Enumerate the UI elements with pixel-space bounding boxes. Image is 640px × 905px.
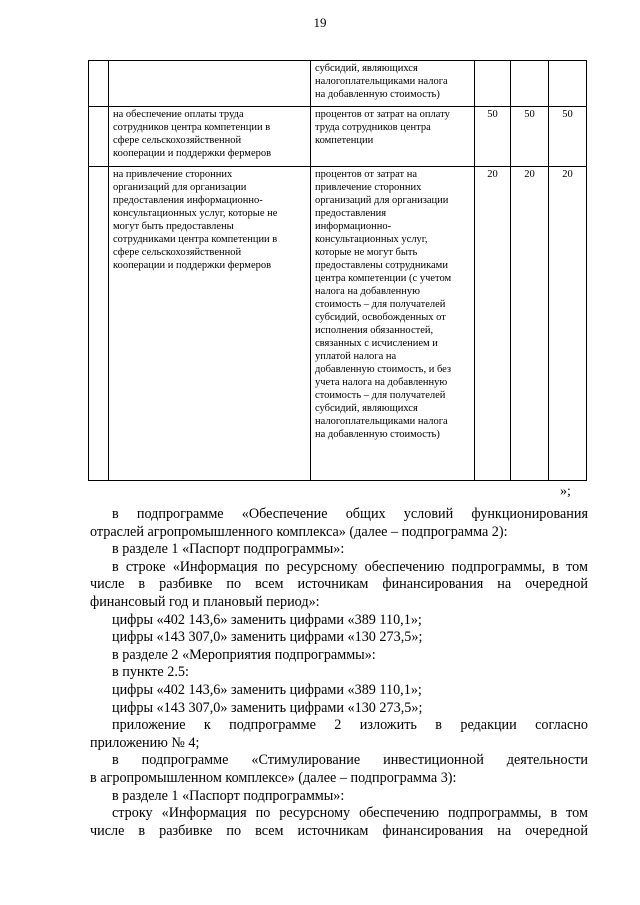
closing-quote: »;: [560, 484, 571, 499]
table-cell-index: [89, 167, 109, 481]
body-line: цифры «402 143,6» заменить цифрами «389 110,1»;: [112, 681, 422, 698]
table-row: [89, 61, 587, 107]
document-body: [90, 506, 588, 840]
body-line: приложению № 4;: [90, 734, 200, 751]
table-cell-value: [475, 61, 511, 107]
body-line: в разделе 1 «Паспорт подпрограммы»:: [112, 541, 345, 558]
body-line: в разделе 2 «Мероприятия подпрограммы»:: [112, 646, 376, 663]
table-cell-purpose: на привлечение сторонних организаций для организации предоставления информационно- консультационных услуг, которые не могут быть предоставлены сотрудниками центра компетенции в сфере сельскохозяйственной кооперации и поддержки фермеров: [109, 167, 311, 481]
table-cell-rate-description: процентов от затрат на оплату труда сотрудников центра компетенции: [311, 107, 475, 167]
table-cell-value: 20: [475, 167, 511, 481]
table-row: [89, 107, 587, 167]
table-cell-value: 50: [475, 107, 511, 167]
table-cell-value: 50: [549, 107, 587, 167]
body-line: в строке «Информация по ресурсному обеспечению подпрограммы, в том: [112, 558, 588, 575]
table-row: [89, 167, 587, 481]
subsidy-table: [88, 60, 587, 481]
table-cell-rate-description: процентов от затрат на привлечение сторонних организаций для организации предоставления информационно- консультационных услуг, которые не могут быть предоставлены сотрудниками центра компетенции (с учетом налога на добавленную стоимость – для получателей субсидий, освобожденных от исполнения обязанностей, связанных с исчислением и уплатой налога на добавленную стоимость, и без учета налога на добавленную стоимость – для получателей субсидий, являющихся налогоплательщиками налога на добавленную стоимость): [311, 167, 475, 481]
table-cell-rate-description: субсидий, являющихся налогоплательщиками налога на добавленную стоимость): [311, 61, 475, 107]
body-line: числе в разбивке по всем источникам финансирования на очередной: [90, 576, 588, 593]
body-line: строку «Информация по ресурсному обеспечению подпрограммы, в том: [112, 805, 588, 822]
body-line: цифры «402 143,6» заменить цифрами «389 110,1»;: [112, 611, 422, 628]
body-line: цифры «143 307,0» заменить цифрами «130 273,5»;: [112, 629, 423, 646]
body-line: отраслей агропромышленного комплекса» (далее – подпрограмма 2):: [90, 523, 508, 540]
body-line: в агропромышленном комплексе» (далее – подпрограмма 3):: [90, 769, 457, 786]
body-line: в подпрограмме «Обеспечение общих условий функционирования: [112, 506, 588, 522]
table-cell-value: [511, 61, 549, 107]
body-line: финансовый год и плановый период»:: [90, 593, 320, 610]
table-cell-value: 20: [549, 167, 587, 481]
page-number: 19: [313, 15, 327, 30]
table-cell-value: 20: [511, 167, 549, 481]
table-cell-index: [89, 61, 109, 107]
body-line: цифры «143 307,0» заменить цифрами «130 273,5»;: [112, 699, 423, 716]
table-cell-value: [549, 61, 587, 107]
table-cell-value: 50: [511, 107, 549, 167]
body-line: в разделе 1 «Паспорт подпрограммы»:: [112, 787, 345, 804]
body-line: в пункте 2.5:: [112, 664, 189, 681]
body-line: приложение к подпрограмме 2 изложить в редакции согласно: [112, 717, 588, 734]
table-cell-purpose: на обеспечение оплаты труда сотрудников центра компетенции в сфере сельскохозяйственной кооперации и поддержки фермеров: [109, 107, 311, 167]
table-cell-index: [89, 107, 109, 167]
table-cell-purpose: [109, 61, 311, 107]
body-line: числе в разбивке по всем источникам финансирования на очередной: [90, 822, 588, 839]
body-line: в подпрограмме «Стимулирование инвестиционной деятельности: [112, 752, 588, 769]
